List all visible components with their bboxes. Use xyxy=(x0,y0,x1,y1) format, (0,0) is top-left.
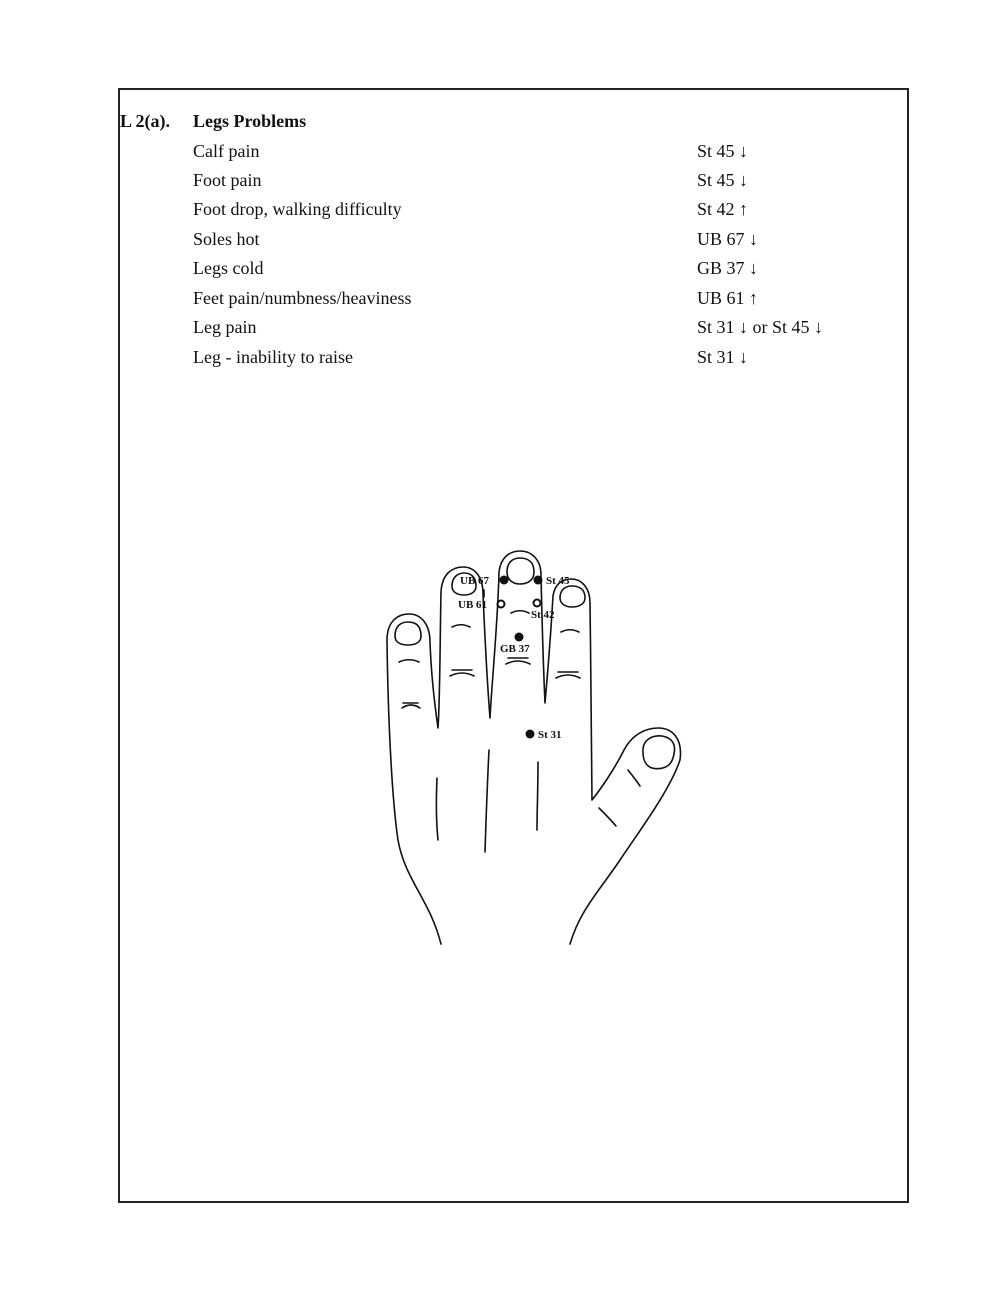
middle-nail xyxy=(507,558,534,584)
palm-line xyxy=(485,750,489,852)
treatment-text: St 31 ↓ or St 45 ↓ xyxy=(697,317,824,337)
pinky-nail xyxy=(395,622,421,645)
crease xyxy=(561,630,579,632)
treatment-text: St 45 ↓ xyxy=(697,141,749,161)
table-row xyxy=(193,258,893,284)
crease xyxy=(556,675,580,678)
treatment-text: St 45 ↓ xyxy=(697,170,749,190)
label-st31: St 31 xyxy=(538,729,562,741)
crease xyxy=(399,660,419,662)
table-row xyxy=(193,199,893,225)
point-st45 xyxy=(534,576,543,585)
label-gb37: GB 37 xyxy=(500,643,530,655)
section-title: Legs Problems xyxy=(193,111,307,131)
table-row xyxy=(193,317,893,343)
point-st31 xyxy=(526,730,535,739)
palm-line xyxy=(599,808,616,826)
point-st42 xyxy=(534,600,541,607)
point-ub61 xyxy=(498,601,505,608)
index-nail xyxy=(560,586,585,607)
condition-text: Leg pain xyxy=(193,317,257,337)
crease xyxy=(452,625,470,627)
crease xyxy=(450,673,474,676)
point-ub67 xyxy=(500,576,509,585)
condition-text: Legs cold xyxy=(193,258,264,278)
thumb-nail xyxy=(643,736,675,769)
treatment-text: St 42 ↑ xyxy=(697,199,749,219)
label-ub67: UB 67 xyxy=(460,575,490,587)
treatment-text: UB 67 ↓ xyxy=(697,229,759,249)
condition-text: Soles hot xyxy=(193,229,260,249)
crease xyxy=(506,661,530,664)
condition-text: Calf pain xyxy=(193,141,260,161)
condition-text: Leg - inability to raise xyxy=(193,347,353,367)
condition-text: Feet pain/numbness/heaviness xyxy=(193,288,412,308)
hand-diagram xyxy=(370,540,690,950)
table-row xyxy=(193,229,893,255)
palm-line xyxy=(628,770,640,786)
table-row xyxy=(193,347,893,373)
section-code: L 2(a). xyxy=(120,111,171,131)
crease xyxy=(511,611,529,613)
table-row xyxy=(193,288,893,314)
palm-line xyxy=(436,778,438,840)
point-gb37 xyxy=(515,633,524,642)
condition-text: Foot pain xyxy=(193,170,262,190)
treatment-text: St 31 ↓ xyxy=(697,347,749,367)
condition-text: Foot drop, walking difficulty xyxy=(193,199,402,219)
label-ub61: UB 61 xyxy=(458,599,488,611)
label-st45: St 45 xyxy=(546,575,570,587)
label-st42: St 42 xyxy=(531,609,555,621)
table-row xyxy=(193,141,893,167)
treatment-text: GB 37 ↓ xyxy=(697,258,759,278)
palm-line xyxy=(537,762,538,830)
table-row xyxy=(193,170,893,196)
crease xyxy=(402,705,420,708)
treatment-text: UB 61 ↑ xyxy=(697,288,759,308)
